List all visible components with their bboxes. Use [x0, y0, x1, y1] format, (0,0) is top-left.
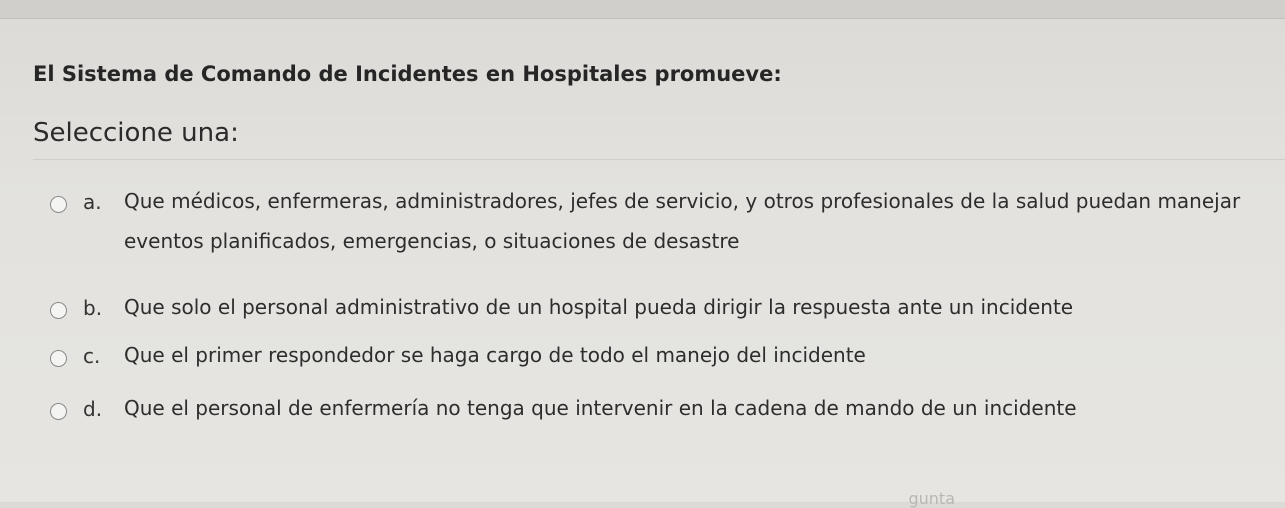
footer-partial-text: gunta [908, 489, 955, 508]
option-letter: d. [83, 397, 103, 421]
radio-button[interactable] [50, 196, 67, 213]
select-prompt: Seleccione una: [33, 118, 239, 148]
question-text: El Sistema de Comando de Incidentes en Hospitales promueve: [33, 62, 782, 86]
option-letter: b. [83, 296, 103, 320]
radio-button[interactable] [50, 403, 67, 420]
option-text: Que médicos, enfermeras, administradores, jefes de servicio, y otros profesionales de la salud puedan manejar eventos planificados, emergencias, o situaciones de desastre [124, 189, 1241, 253]
option-text: Que el personal de enfermería no tenga que intervenir en la cadena de mando de un incidente [124, 396, 1077, 420]
question-card [0, 18, 1285, 508]
top-bar [0, 0, 1285, 19]
option-text: Que el primer respondedor se haga cargo de todo el manejo del incidente [124, 343, 866, 367]
radio-button[interactable] [50, 350, 67, 367]
radio-button[interactable] [50, 302, 67, 319]
option-text: Que solo el personal administrativo de un hospital pueda dirigir la respuesta ante un incidente [124, 295, 1074, 319]
option-letter: c. [83, 344, 101, 368]
option-letter: a. [83, 190, 102, 214]
divider [33, 159, 1285, 160]
